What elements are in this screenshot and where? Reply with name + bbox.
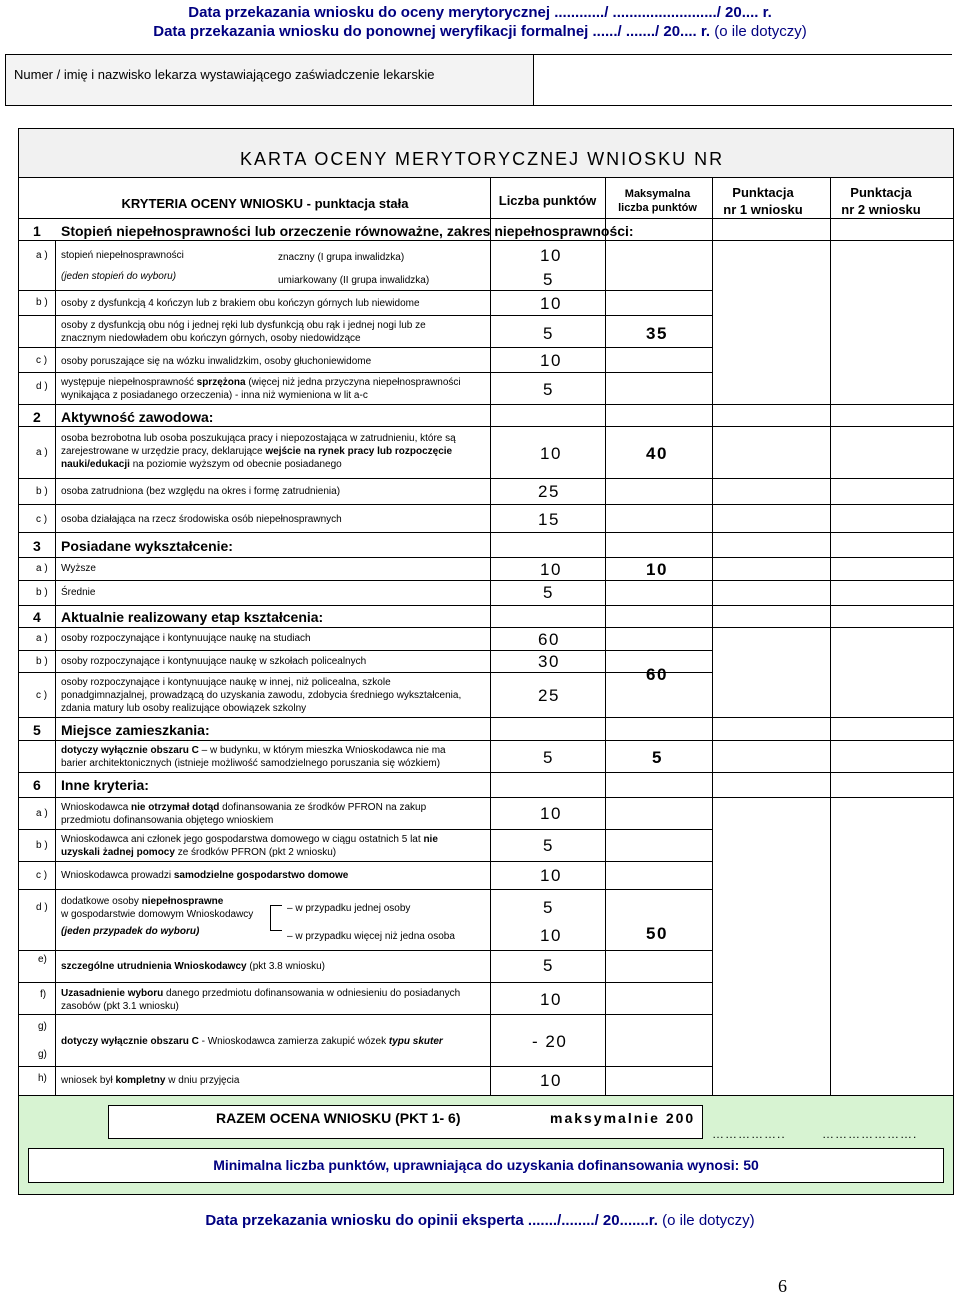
s1-c-points: 10: [540, 351, 562, 370]
s1-a-option-1: znaczny (I grupa inwalidzka): [278, 252, 405, 263]
s1-d-line1: [61, 376, 461, 389]
s5-line1-b: – w budynku, w którym mieszka Wnioskodawca nie ma: [198, 745, 446, 756]
s2-a-line3-bold: nauki/edukacji: [61, 459, 130, 470]
s4-a-points: 60: [538, 630, 560, 649]
expert-date-note: (o ile dotyczy): [657, 1212, 755, 1229]
s6-f-letter: f): [40, 989, 47, 1000]
s1-a-option-2-points: 5: [543, 270, 554, 289]
s1-a-option-2: umiarkowany (II grupa inwalidzka): [278, 275, 430, 286]
section-4-title: Aktualnie realizowany etap kształcenia:: [61, 609, 324, 625]
s4-b-points: 30: [538, 652, 560, 671]
doctor-info-field[interactable]: [534, 55, 952, 105]
s3-a-points: 10: [540, 560, 562, 579]
s6-b-line1-a: Wnioskodawca ani członek jego gospodarstwa domowego w ciągu ostatnich 5 lat: [61, 834, 424, 845]
s3-a-letter: a ): [36, 563, 48, 574]
s6-h-text-c: w dniu przyjęcia: [165, 1075, 240, 1086]
s4-c-line1: osoby rozpoczynające i kontynuujące naukę w innej, niż policealna, szkole: [61, 677, 391, 688]
score-2-column-header: [830, 184, 932, 218]
s6-d-line2: w gospodarstwie domowym Wnioskodawcy: [61, 909, 254, 920]
s6-b-text: [61, 833, 438, 859]
score-2-total-field[interactable]: ………………….: [822, 1127, 918, 1141]
s6-g-text-italic: typu skuter: [388, 1036, 443, 1047]
expert-date-text: Data przekazania wniosku do opinii eksperta ......./......../ 20.......r.: [205, 1212, 658, 1229]
s2-a-line2-bold: wejście na rynek pracy lub rozpoczęcie: [265, 446, 453, 457]
section-6-max-points: 50: [646, 924, 668, 943]
s2-c-letter: c ): [36, 514, 48, 525]
max-points-header-line1: Maksymalna: [624, 188, 691, 200]
s6-d-option-2: – w przypadku więcej niż jedna osoba: [287, 931, 455, 942]
s6-b-line2: [61, 846, 438, 859]
s1-b-letter: b ): [36, 297, 48, 308]
section-6-title: Inne kryteria:: [61, 777, 149, 793]
s2-a-line3-b: na poziomie wyższym od obecnie posiadanego: [129, 459, 342, 470]
s6-c-text: [61, 869, 348, 882]
s6-g-text-b: - Wnioskodawca zamierza zakupić wózek: [198, 1036, 389, 1047]
s2-a-line3: [61, 458, 456, 471]
s2-c-points: 15: [538, 510, 560, 529]
s6-d-letter: d ): [36, 902, 48, 913]
reverification-date-text: Data przekazania wniosku do ponownej weryfikacji formalnej ....../ ......./ 20.... r.: [153, 23, 711, 40]
max-points-header-line2: liczba punktów: [618, 202, 697, 214]
s6-c-text-a: Wnioskodawca prowadzi: [61, 870, 174, 881]
s1-b2-line1: osoby z dysfunkcją obu nóg i jednej ręki lub dysfunkcją obu rąk i jednej nogi lub ze: [61, 320, 426, 331]
s6-d-line1-bold: niepełnosprawne: [141, 896, 224, 907]
s6-d-text: [61, 895, 253, 938]
section-4-max-points: 60: [646, 665, 668, 684]
s1-d-line2: wynikająca z posiadanego orzeczenia) - inna niż wymieniona w lit a-c: [61, 390, 368, 401]
s6-d-option-2-points: 10: [540, 926, 562, 945]
s6-g-letter-1: g): [38, 1021, 47, 1032]
s2-c-text: osoba działająca na rzecz środowiska osób niepełnosprawnych: [61, 514, 342, 525]
s4-c-line2: ponadgimnazjalnej, prowadzącą do uzyskania zawodu, zdobycia średniego wykształcenia,: [61, 690, 462, 701]
section-5-number: 5: [33, 722, 41, 738]
score-1-header-line1: Punktacja: [732, 185, 794, 200]
s6-f-points: 10: [540, 990, 562, 1009]
reverification-date-line: [0, 23, 960, 40]
s1-a-option-1-points: 10: [540, 246, 562, 265]
total-max: maksymalnie 200: [550, 1110, 696, 1126]
s5-line2: barier architektonicznych (istnieje możliwość samodzielnego poruszania się wózkiem): [61, 758, 441, 769]
section-4-number: 4: [33, 609, 41, 625]
s2-b-text: osoba zatrudniona (bez względu na okres i formę zatrudnienia): [61, 486, 341, 497]
s6-d-option-1-points: 5: [543, 898, 554, 917]
s6-g-points: - 20: [532, 1032, 568, 1051]
s6-c-letter: c ): [36, 870, 48, 881]
s1-d-letter: d ): [36, 381, 48, 392]
s1-b2-points: 5: [543, 324, 554, 343]
s4-a-text: osoby rozpoczynające i kontynuujące naukę na studiach: [61, 633, 311, 644]
s6-h-text-bold: kompletny: [115, 1075, 166, 1086]
s6-f-text: [61, 987, 460, 1013]
s2-a-points: 10: [540, 444, 562, 463]
s6-b-line1: [61, 833, 438, 846]
doctor-info-label: Numer / imię i nazwisko lekarza wystawiającego zaświadczenie lekarskie: [14, 67, 435, 82]
s4-c-line3: zdania matury lub osoby realizujące obowiązek szkolny: [61, 703, 307, 714]
s6-g-letter-2: g): [38, 1049, 47, 1060]
reverification-note: (o ile dotyczy): [710, 23, 807, 40]
s2-a-text: [61, 432, 456, 471]
s1-d-line1-c: (więcej niż jedna przyczyna niepełnosprawności: [245, 377, 461, 388]
section-3-max-points: 10: [646, 560, 668, 579]
s1-b2-text: [61, 319, 426, 345]
s6-h-letter: h): [38, 1073, 47, 1084]
evaluation-date-line: Data przekazania wniosku do oceny merytorycznej ............/ ........................./ 20.... r.: [188, 4, 772, 21]
s4-c-points: 25: [538, 686, 560, 705]
section-1-number: 1: [33, 223, 41, 239]
card-title: KARTA OCENY MERYTORYCZNEJ WNIOSKU NR: [240, 149, 725, 169]
section-5-max-points: 5: [652, 748, 663, 767]
s5-line1-bold: dotyczy wyłącznie obszaru C: [61, 745, 199, 756]
score-1-column-header: [712, 184, 814, 218]
s2-a-letter: a ): [36, 447, 48, 458]
s1-c-letter: c ): [36, 355, 48, 366]
s1-a-label: stopień niepełnosprawności: [61, 250, 184, 261]
s6-d-option-1: – w przypadku jednej osoby: [287, 903, 411, 914]
section-3-title: Posiadane wykształcenie:: [61, 538, 233, 554]
s1-d-line1-a: występuje niepełnosprawność: [61, 377, 197, 388]
s6-a-line2: przedmiotu dofinansowania objętego wnioskiem: [61, 815, 274, 826]
s4-c-text: [61, 676, 461, 715]
s6-h-text: [61, 1074, 239, 1087]
total-label: RAZEM OCENA WNIOSKU (PKT 1- 6): [216, 1110, 461, 1126]
s6-c-points: 10: [540, 866, 562, 885]
s6-a-line1: [61, 801, 426, 814]
s3-a-text: Wyższe: [61, 563, 96, 574]
s4-c-letter: c ): [36, 690, 48, 701]
s4-b-letter: b ): [36, 656, 48, 667]
s1-b-points: 10: [540, 294, 562, 313]
s6-a-line1-a: Wnioskodawca: [61, 802, 132, 813]
s3-b-letter: b ): [36, 587, 48, 598]
s6-b-line2-b: ze środków PFRON (pkt 2 wniosku): [174, 847, 337, 858]
section-6-number: 6: [33, 777, 41, 793]
s2-b-points: 25: [538, 482, 560, 501]
s4-a-letter: a ): [36, 633, 48, 644]
s6-e-letter: e): [38, 954, 47, 965]
s6-a-points: 10: [540, 804, 562, 823]
s1-d-points: 5: [543, 380, 554, 399]
s2-a-line2: [61, 445, 456, 458]
s5-line1: [61, 744, 446, 757]
s1-a-letter: a ): [36, 250, 48, 261]
page-number: 6: [778, 1276, 787, 1296]
s6-f-line1: [61, 987, 460, 1000]
section-2-title: Aktywność zawodowa:: [61, 409, 214, 425]
s6-c-text-bold: samodzielne gospodarstwo domowe: [173, 870, 349, 881]
section-2-max-points: 40: [646, 444, 668, 463]
score-2-header-line1: Punktacja: [850, 185, 912, 200]
s6-b-points: 5: [543, 836, 554, 855]
s6-e-points: 5: [543, 956, 554, 975]
s1-b2-line2: znacznym niedowładem obu kończyn górnych, osoby niedowidzące: [61, 333, 361, 344]
s1-c-text: osoby poruszające się na wózku inwalidzkim, osoby głuchoniewidome: [61, 356, 372, 367]
points-column-header: Liczba punktów: [498, 193, 597, 208]
expert-date-line: [0, 1212, 960, 1229]
s5-points: 5: [543, 748, 554, 767]
s6-f-line2: zasobów (pkt 3.1 wniosku): [61, 1001, 179, 1012]
score-1-total-field[interactable]: ……………..: [712, 1127, 786, 1141]
section-2-number: 2: [33, 409, 41, 425]
s6-b-line2-bold: uzyskali żadnej pomocy: [61, 847, 175, 858]
s6-g-text: [61, 1035, 443, 1048]
s5-text: [61, 744, 446, 770]
s4-b-text: osoby rozpoczynające i kontynuujące naukę w szkołach policealnych: [61, 656, 367, 667]
criteria-column-header: KRYTERIA OCENY WNIOSKU - punktacja stała: [121, 196, 409, 211]
minimum-points-text: Minimalna liczba punktów, uprawniająca do uzyskania dofinansowania wynosi: 50: [213, 1157, 759, 1173]
s1-a-hint: (jeden stopień do wyboru): [61, 271, 177, 282]
doctor-info-box: [5, 54, 952, 106]
section-5-title: Miejsce zamieszkania:: [61, 722, 210, 738]
s6-f-line1-b: danego przedmiotu dofinansowania w odniesieniu do posiadanych: [163, 988, 461, 999]
s2-b-letter: b ): [36, 486, 48, 497]
s6-d-line1-a: dodatkowe osoby: [61, 896, 142, 907]
s6-h-text-a: wniosek był: [61, 1075, 116, 1086]
s6-b-letter: b ): [36, 840, 48, 851]
s6-g-text-bold: dotyczy wyłącznie obszaru C: [61, 1036, 199, 1047]
s6-b-line1-bold: nie: [423, 834, 438, 845]
s2-a-line1: osoba bezrobotna lub osoba poszukująca pracy i niepozostająca w zatrudnieniu, które są: [61, 433, 456, 444]
s6-e-text-b: (pkt 3.8 wniosku): [246, 961, 325, 972]
s6-a-line1-bold: nie otrzymał dotąd: [131, 802, 220, 813]
s6-d-line3: (jeden przypadek do wyboru): [61, 926, 200, 937]
section-3-number: 3: [33, 538, 41, 554]
s6-h-points: 10: [540, 1071, 562, 1090]
s6-f-line1-bold: Uzasadnienie wyboru: [61, 988, 164, 999]
s1-d-text: [61, 376, 461, 402]
score-2-header-line2: nr 2 wniosku: [841, 202, 921, 217]
s6-d-line1: [61, 895, 253, 908]
s6-e-text: [61, 960, 325, 973]
s6-a-letter: a ): [36, 808, 48, 819]
s2-a-line2-a: zarejestrowane w urzędzie pracy, deklarujące: [61, 446, 266, 457]
s6-a-text: [61, 801, 426, 827]
s3-b-text: Średnie: [61, 587, 96, 598]
s6-e-text-bold: szczególne utrudnienia Wnioskodawcy: [61, 961, 247, 972]
score-1-header-line2: nr 1 wniosku: [723, 202, 803, 217]
section-1-max-points: 35: [646, 324, 668, 343]
s1-b-text: osoby z dysfunkcją 4 kończyn lub z brakiem obu kończyn górnych lub niewidome: [61, 298, 420, 309]
s1-d-line1-bold: sprzężona: [196, 377, 246, 388]
section-1-title: Stopień niepełnosprawności lub orzeczenie równoważne, zakres niepełnosprawności:: [61, 223, 634, 239]
max-points-column-header: [605, 187, 710, 215]
s3-b-points: 5: [543, 583, 554, 602]
s6-a-line1-c: dofinansowania ze środków PFRON na zakup: [219, 802, 427, 813]
